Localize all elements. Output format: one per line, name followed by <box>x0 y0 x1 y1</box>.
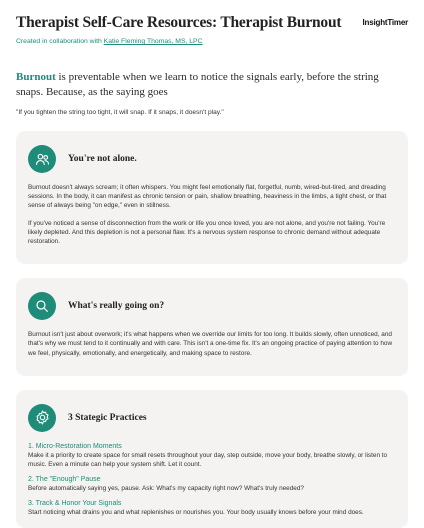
lead-paragraph <box>16 70 408 100</box>
page-title: Therapist Self-Care Resources: Therapist Burnout <box>16 14 342 31</box>
practice-title: 2. The "Enough" Pause <box>28 476 101 484</box>
page <box>16 0 408 528</box>
card-title: What's really going on? <box>68 301 165 312</box>
search-icon <box>28 292 56 320</box>
gear-icon <box>28 404 56 432</box>
practice-body: Make it a priority to create space for small resets throughout your day, step outside, move your body, breathe slowly, or listen to music. Even a minute can help your system shift. Let it count. <box>28 451 388 469</box>
quote: "If you tighten the string too tight, it will snap. If it snaps, it doesn't play." <box>16 109 224 116</box>
card-title: 3 Stategic Practices <box>68 412 147 423</box>
collab-prefix: Created in collaboration with <box>16 38 104 45</box>
practice-body: Before automatically saying yes, pause. Ask: What's my capacity right now? What's truly needed? <box>28 485 304 493</box>
header <box>16 0 408 52</box>
practice-title: 3. Track & Honor Your Signals <box>28 500 122 508</box>
card-paragraph: If you've noticed a sense of disconnection from the work or life you once loved, you are not alone, and you're not failing. You're likely depleted. And this depletion is not a personal flaw. It's a nervous system response to chronic demand without adequate restoration. <box>28 219 386 246</box>
lead-text: is preventable when we learn to notice the signals early, before the string snaps. Because, as the saying goes <box>16 71 379 98</box>
collaboration-line <box>16 38 203 45</box>
card-header <box>28 145 396 173</box>
practice-body: Start noticing what drains you and what replenishes or nourishes you. Your body usually knows before your mind does. <box>28 509 364 517</box>
card-paragraph: Burnout isn't just about overwork; it's what happens when we override our limits for too long. It builds slowly, often unnoticed, and that's why we must tend to it continually and with care. This isn't a one-time fix. It's an ongoing practice of paying attention to how we feel, physically, emotionally, and energetically, and making space to restore. <box>28 331 393 357</box>
practice-title: 1. Micro-Restoration Moments <box>28 442 122 450</box>
brand-logo[interactable]: InsightTimer <box>362 18 408 27</box>
lead-accent: Burnout <box>16 71 56 83</box>
card-title: You're not alone. <box>68 154 137 164</box>
card-header <box>28 292 396 320</box>
people-icon <box>28 145 56 173</box>
card-paragraph: Burnout doesn't always scream; it often whispers. You might feel emotionally flat, forgetful, numb, wired-but-tired, and dreading sessions. In the body, it can manifest as chronic tension or pain, shallow breathing, heaviness in the limbs, a tight chest, or that sense of always being "on edge," even in stillness. <box>28 184 387 210</box>
card-not-alone <box>16 131 408 264</box>
card-header <box>28 404 396 432</box>
collab-author-link[interactable]: Katie Fleming Thomas, MS, LPC <box>103 38 203 45</box>
card-strategic-practices <box>16 390 408 528</box>
card-whats-going-on <box>16 278 408 376</box>
